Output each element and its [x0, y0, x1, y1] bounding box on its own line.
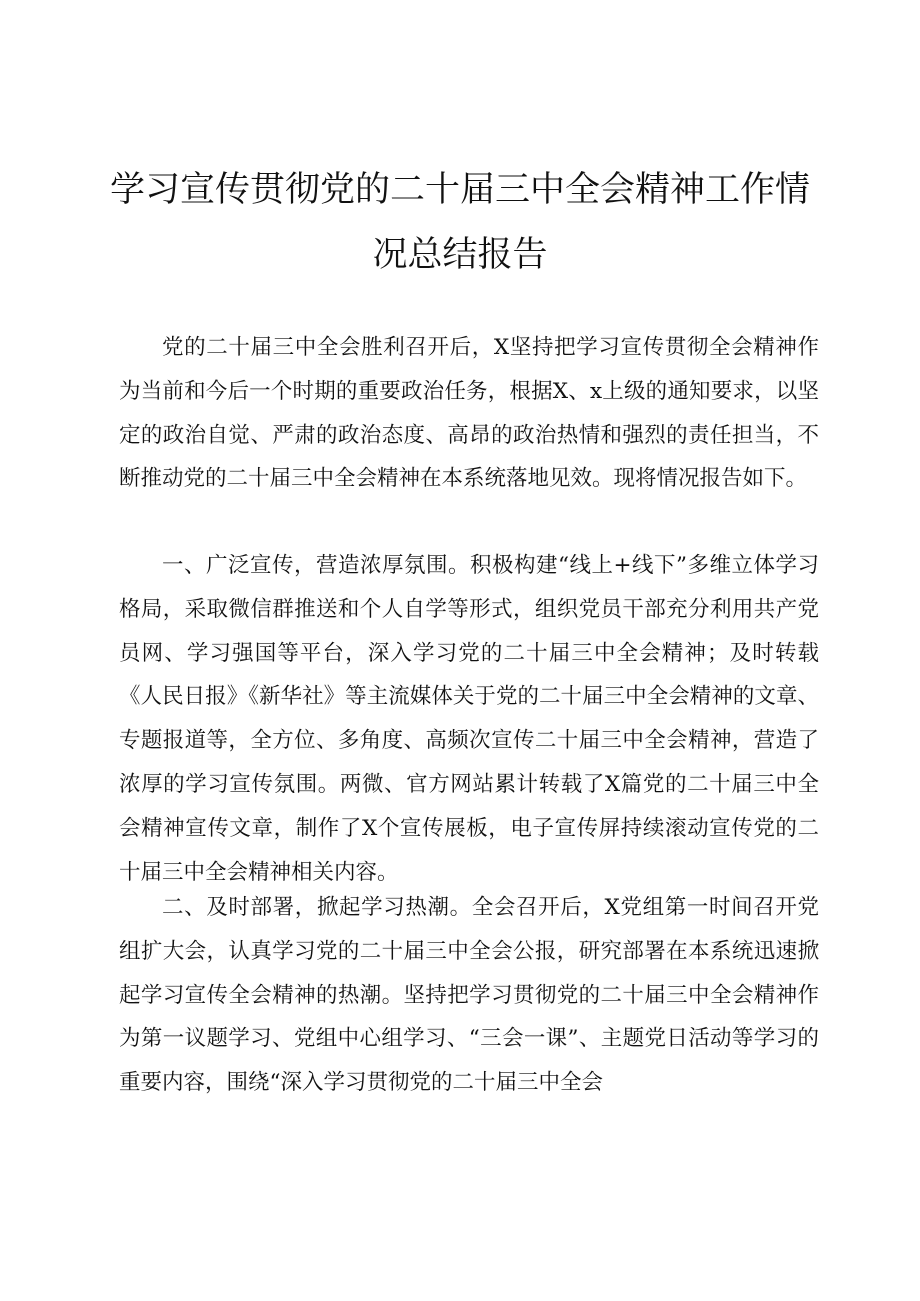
section-1-heading: 一、广泛宣传，营造浓厚氛围。: [162, 553, 470, 578]
paragraph-section-1: [119, 544, 819, 894]
paragraph-intro: [119, 326, 819, 501]
document-title-line-1: 学习宣传贯彻党的二十届三中全会精神工作情: [109, 170, 810, 210]
paragraph-section-2: [119, 886, 819, 1105]
section-1-text: 积极构建“线上+线下”多维立体学习格局，采取微信群推送和个人自学等形式，组织党员干部充分利用共产党员网、学习强国等平台，深入学习党的二十届三中全会精神；及时转载《人民日报》《新华社》等主流媒体关于党的二十届三中全会精神的文章、专题报道等，全方位、多角度、高频次宣传二十届三中全会精神，营造了浓厚的学习宣传氛围。两微、官方网站累计转载了X篇党的二十届三中全会精神宣传文章，制作了X个宣传展板，电子宣传屏持续滚动宣传党的二十届三中全会精神相关内容。: [119, 553, 819, 885]
section-2-heading: 二、及时部署，掀起学习热潮。: [162, 895, 472, 920]
paragraph-intro-text: 党的二十届三中全会胜利召开后，X坚持把学习宣传贯彻全会精神作为当前和今后一个时期的重要政治任务，根据X、x上级的通知要求，以坚定的政治自觉、严肃的政治态度、高昂的政治热情和强烈的责任担当，不断推动党的二十届三中全会精神在本系统落地见效。现将情况报告如下。: [119, 335, 819, 492]
document-title-line-2: 况总结报告: [372, 235, 548, 275]
section-2-text: 全会召开后，X党组第一时间召开党组扩大会，认真学习党的二十届三中全会公报，研究部署在本系统迅速掀起学习宣传全会精神的热潮。坚持把学习贯彻党的二十届三中全会精神作为第一议题学习、党组中心组学习、“三会一课”、主题党日活动等学习的重要内容，围绕“深入学习贯彻党的二十届三中全会: [119, 895, 819, 1096]
